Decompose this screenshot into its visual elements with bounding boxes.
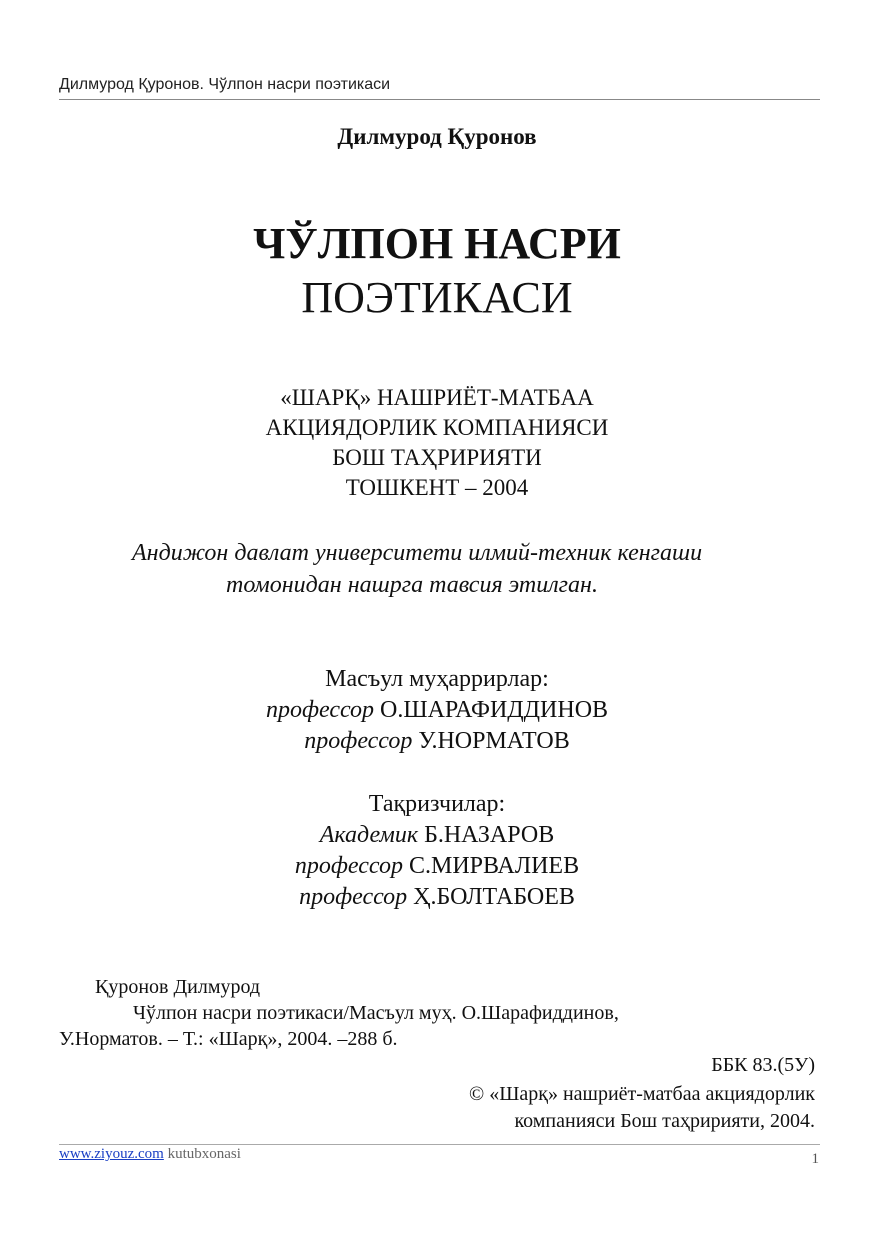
book-title-line1: ЧЎЛПОН НАСРИ bbox=[253, 219, 621, 268]
copyright-line1: © «Шарқ» нашриёт-матбаа акциядорлик bbox=[469, 1083, 815, 1105]
reviewer-name: С.МИРВАЛИЕВ bbox=[408, 853, 580, 879]
editors-block bbox=[0, 664, 874, 757]
bbk-code: ББК 83.(5У) bbox=[711, 1054, 815, 1076]
reviewer-title: профессор bbox=[294, 853, 403, 879]
editor-entry bbox=[0, 695, 874, 726]
editors-heading: Масъул муҳаррирлар: bbox=[325, 666, 549, 692]
reviewer-entry bbox=[0, 882, 874, 913]
ziyouz-link[interactable]: www.ziyouz.com bbox=[59, 1146, 164, 1162]
editor-title: профессор bbox=[304, 728, 413, 754]
reviewer-title: профессор bbox=[299, 884, 408, 910]
editor-entry bbox=[0, 726, 874, 757]
reviewer-title: Академик bbox=[319, 822, 419, 848]
publisher-block bbox=[0, 383, 874, 503]
header-divider bbox=[59, 99, 820, 100]
biblio-imprint: У.Норматов. – Т.: «Шарқ», 2004. –288 б. bbox=[59, 1028, 398, 1050]
publisher-line: «ШАРҚ» НАШРИЁТ-МАТБАА bbox=[280, 385, 594, 410]
editor-title: профессор bbox=[265, 697, 375, 723]
recommendation-line2: томонидан нашрга тавсия этилган. bbox=[226, 572, 598, 598]
reviewer-name: Ҳ.БОЛТАБОЕВ bbox=[413, 884, 575, 910]
reviewer-entry bbox=[0, 851, 874, 882]
reviewers-heading: Тақризчилар: bbox=[368, 791, 506, 817]
reviewers-block bbox=[0, 789, 874, 913]
recommendation-line1: Андижон давлат университети илмий-техник кенгаши bbox=[132, 540, 703, 566]
editor-name: О.ШАРАФИДДИНОВ bbox=[380, 697, 609, 723]
biblio-title: Чўлпон насри поэтикаси/Масъул муҳ. О.Шарафиддинов, bbox=[133, 1002, 619, 1024]
publisher-line: БОШ ТАҲРИРИЯТИ bbox=[332, 445, 542, 470]
copyright-line2: компанияси Бош таҳририяти, 2004. bbox=[514, 1110, 815, 1132]
footer-divider bbox=[59, 1144, 820, 1145]
running-header: Дилмурод Қуронов. Чўлпон насри поэтикаси bbox=[59, 76, 391, 93]
author-name: Дилмурод Қуронов bbox=[337, 124, 537, 149]
reviewer-name: Б.НАЗАРОВ bbox=[424, 822, 555, 848]
book-title-line2: ПОЭТИКАСИ bbox=[301, 273, 573, 322]
page-number: 1 bbox=[811, 1151, 819, 1167]
reviewer-entry bbox=[0, 820, 874, 851]
footer-source bbox=[59, 1146, 241, 1163]
editor-name: У.НОРМАТОВ bbox=[418, 728, 570, 754]
footer-suffix: kutubxonasi bbox=[163, 1146, 241, 1162]
biblio-author: Қуронов Дилмурод bbox=[95, 976, 261, 998]
publisher-line: АКЦИЯДОРЛИК КОМПАНИЯСИ bbox=[265, 415, 609, 440]
publisher-city-year: ТОШКЕНТ – 2004 bbox=[345, 475, 529, 500]
